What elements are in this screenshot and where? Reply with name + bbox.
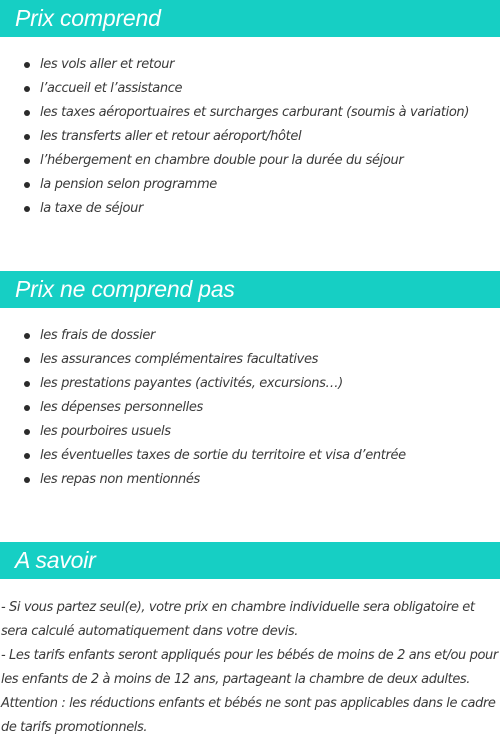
info-text bbox=[0, 596, 500, 740]
includes-title: Prix comprend bbox=[15, 5, 161, 31]
list-item: la pension selon programme bbox=[24, 173, 500, 197]
excludes-header bbox=[0, 271, 500, 308]
excludes-list bbox=[0, 324, 500, 492]
info-line: les enfants de 2 à moins de 12 ans, partageant la chambre de deux adultes. bbox=[1, 672, 471, 687]
bullet-icon bbox=[24, 477, 30, 483]
bullet-icon bbox=[24, 453, 30, 459]
excludes-title: Prix ne comprend pas bbox=[15, 276, 235, 302]
excludes-section bbox=[0, 271, 500, 492]
bullet-icon bbox=[24, 333, 30, 339]
bullet-icon bbox=[24, 86, 30, 92]
list-item: les frais de dossier bbox=[24, 324, 500, 348]
bullet-icon bbox=[24, 405, 30, 411]
list-item: les prestations payantes (activités, excursions…) bbox=[24, 372, 500, 396]
bullet-icon bbox=[24, 381, 30, 387]
info-section bbox=[0, 542, 500, 740]
bullet-icon bbox=[24, 357, 30, 363]
info-line: - Les tarifs enfants seront appliqués pour les bébés de moins de 2 ans et/ou pour bbox=[1, 648, 498, 663]
bullet-icon bbox=[24, 206, 30, 212]
bullet-icon bbox=[24, 134, 30, 140]
list-item: les transferts aller et retour aéroport/hôtel bbox=[24, 125, 500, 149]
list-item: les éventuelles taxes de sortie du territoire et visa d’entrée bbox=[24, 444, 500, 468]
includes-header bbox=[0, 0, 500, 37]
bullet-icon bbox=[24, 182, 30, 188]
list-item: la taxe de séjour bbox=[24, 197, 500, 221]
includes-section bbox=[0, 0, 500, 221]
list-item: les pourboires usuels bbox=[24, 420, 500, 444]
list-item: les vols aller et retour bbox=[24, 53, 500, 77]
info-line: sera calculé automatiquement dans votre devis. bbox=[1, 624, 298, 639]
list-item: les repas non mentionnés bbox=[24, 468, 500, 492]
info-line: de tarifs promotionnels. bbox=[1, 720, 148, 735]
bullet-icon bbox=[24, 429, 30, 435]
bullet-icon bbox=[24, 158, 30, 164]
info-line: Attention : les réductions enfants et bébés ne sont pas applicables dans le cadre bbox=[1, 696, 496, 711]
info-line: - Si vous partez seul(e), votre prix en chambre individuelle sera obligatoire et bbox=[1, 600, 475, 615]
list-item: l’hébergement en chambre double pour la durée du séjour bbox=[24, 149, 500, 173]
bullet-icon bbox=[24, 110, 30, 116]
list-item: les taxes aéroportuaires et surcharges carburant (soumis à variation) bbox=[24, 101, 500, 125]
list-item: les assurances complémentaires facultatives bbox=[24, 348, 500, 372]
info-header bbox=[0, 542, 500, 579]
bullet-icon bbox=[24, 62, 30, 68]
list-item: l’accueil et l’assistance bbox=[24, 77, 500, 101]
includes-list bbox=[0, 53, 500, 221]
info-title: A savoir bbox=[15, 547, 96, 573]
list-item: les dépenses personnelles bbox=[24, 396, 500, 420]
